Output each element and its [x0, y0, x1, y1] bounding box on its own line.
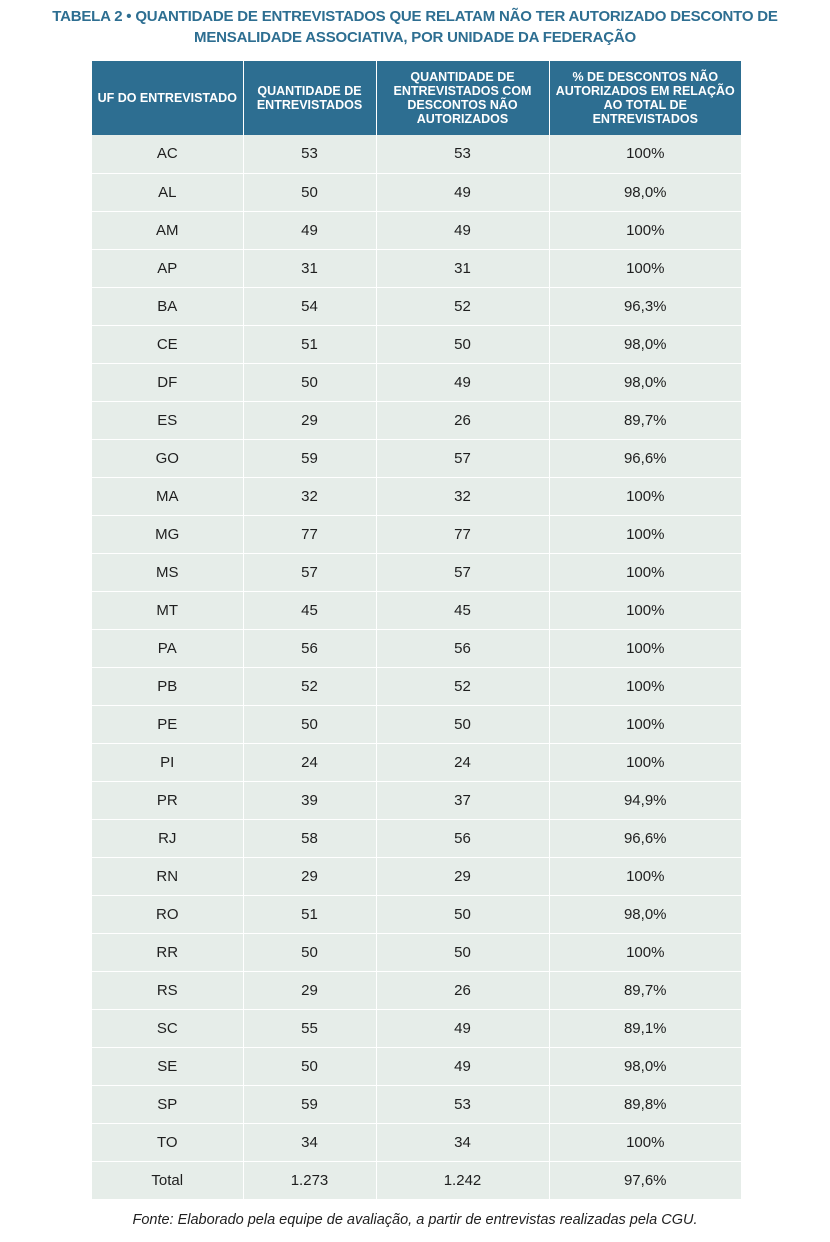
- table-row: [92, 743, 741, 781]
- cell-quantidade: 24: [243, 743, 376, 781]
- cell-percentual: 100%: [549, 705, 741, 743]
- cell-descontos: 50: [376, 933, 549, 971]
- cell-uf: PA: [92, 629, 243, 667]
- cell-quantidade: 29: [243, 401, 376, 439]
- table-row: [92, 401, 741, 439]
- cell-percentual: 100%: [549, 515, 741, 553]
- cell-percentual: 98,0%: [549, 363, 741, 401]
- cell-percentual: 100%: [549, 629, 741, 667]
- table-row-total: [92, 1161, 741, 1199]
- table-row: [92, 705, 741, 743]
- table-row: [92, 439, 741, 477]
- cell-uf: RO: [92, 895, 243, 933]
- column-header-quantidade: QUANTIDADE DE ENTREVISTADOS: [243, 61, 376, 135]
- cell-descontos: 49: [376, 211, 549, 249]
- cell-descontos: 45: [376, 591, 549, 629]
- table-row: [92, 515, 741, 553]
- cell-percentual: 89,7%: [549, 401, 741, 439]
- cell-uf: AP: [92, 249, 243, 287]
- table-title-line-2: MENSALIDADE ASSOCIATIVA, POR UNIDADE DA FEDERAÇÃO: [194, 29, 636, 46]
- cell-uf: AM: [92, 211, 243, 249]
- cell-percentual: 89,7%: [549, 971, 741, 1009]
- cell-percentual: 100%: [549, 553, 741, 591]
- cell-percentual: 100%: [549, 591, 741, 629]
- cell-quantidade: 50: [243, 1047, 376, 1085]
- cell-percentual: 96,6%: [549, 819, 741, 857]
- cell-quantidade: 59: [243, 1085, 376, 1123]
- table-row: [92, 135, 741, 173]
- cell-descontos: 49: [376, 363, 549, 401]
- cell-percentual: 100%: [549, 667, 741, 705]
- cell-uf: PI: [92, 743, 243, 781]
- cell-quantidade: 77: [243, 515, 376, 553]
- cell-quantidade: 55: [243, 1009, 376, 1047]
- table-title-line-1: TABELA 2 • QUANTIDADE DE ENTREVISTADOS QUE RELATAM NÃO TER AUTORIZADO DESCONTO DE: [52, 8, 778, 25]
- cell-uf: SE: [92, 1047, 243, 1085]
- cell-descontos: 49: [376, 1047, 549, 1085]
- cell-descontos: 26: [376, 401, 549, 439]
- cell-uf: MT: [92, 591, 243, 629]
- cell-uf: BA: [92, 287, 243, 325]
- cell-uf: RJ: [92, 819, 243, 857]
- cell-descontos: 1.242: [376, 1161, 549, 1199]
- cell-descontos: 31: [376, 249, 549, 287]
- cell-descontos: 57: [376, 553, 549, 591]
- cell-percentual: 100%: [549, 743, 741, 781]
- cell-percentual: 89,8%: [549, 1085, 741, 1123]
- cell-percentual: 98,0%: [549, 895, 741, 933]
- cell-quantidade: 50: [243, 363, 376, 401]
- cell-quantidade: 50: [243, 173, 376, 211]
- cell-quantidade: 58: [243, 819, 376, 857]
- cell-quantidade: 29: [243, 971, 376, 1009]
- table-row: [92, 1009, 741, 1047]
- table-row: [92, 1047, 741, 1085]
- cell-quantidade: 1.273: [243, 1161, 376, 1199]
- table-row: [92, 629, 741, 667]
- cell-uf: Total: [92, 1161, 243, 1199]
- cell-percentual: 100%: [549, 857, 741, 895]
- cell-uf: SC: [92, 1009, 243, 1047]
- table-row: [92, 249, 741, 287]
- cell-quantidade: 54: [243, 287, 376, 325]
- cell-quantidade: 50: [243, 933, 376, 971]
- cell-uf: SP: [92, 1085, 243, 1123]
- column-header-descontos: QUANTIDADE DE ENTREVISTADOS COM DESCONTOS NÃO AUTORIZADOS: [376, 61, 549, 135]
- cell-percentual: 100%: [549, 933, 741, 971]
- table-row: [92, 591, 741, 629]
- table-body: [92, 135, 741, 1199]
- header-row: [92, 61, 741, 135]
- cell-quantidade: 49: [243, 211, 376, 249]
- cell-percentual: 96,3%: [549, 287, 741, 325]
- table-row: [92, 895, 741, 933]
- cell-descontos: 50: [376, 895, 549, 933]
- table-row: [92, 1085, 741, 1123]
- cell-quantidade: 45: [243, 591, 376, 629]
- cell-descontos: 50: [376, 705, 549, 743]
- cell-quantidade: 50: [243, 705, 376, 743]
- column-header-uf: UF DO ENTREVISTADO: [92, 61, 243, 135]
- cell-uf: TO: [92, 1123, 243, 1161]
- cell-descontos: 50: [376, 325, 549, 363]
- table-row: [92, 553, 741, 591]
- cell-descontos: 53: [376, 135, 549, 173]
- cell-descontos: 57: [376, 439, 549, 477]
- cell-quantidade: 59: [243, 439, 376, 477]
- cell-descontos: 56: [376, 629, 549, 667]
- cell-uf: AC: [92, 135, 243, 173]
- cell-descontos: 56: [376, 819, 549, 857]
- cell-percentual: 98,0%: [549, 325, 741, 363]
- table-row: [92, 287, 741, 325]
- cell-quantidade: 56: [243, 629, 376, 667]
- table-title: [0, 6, 830, 48]
- cell-descontos: 52: [376, 287, 549, 325]
- cell-percentual: 89,1%: [549, 1009, 741, 1047]
- cell-uf: MS: [92, 553, 243, 591]
- cell-descontos: 49: [376, 173, 549, 211]
- table-row: [92, 173, 741, 211]
- cell-uf: MG: [92, 515, 243, 553]
- cell-uf: PR: [92, 781, 243, 819]
- cell-descontos: 34: [376, 1123, 549, 1161]
- table-row: [92, 477, 741, 515]
- cell-uf: PB: [92, 667, 243, 705]
- table-row: [92, 857, 741, 895]
- cell-percentual: 100%: [549, 1123, 741, 1161]
- cell-descontos: 29: [376, 857, 549, 895]
- cell-descontos: 24: [376, 743, 549, 781]
- table-row: [92, 667, 741, 705]
- cell-descontos: 37: [376, 781, 549, 819]
- table-row: [92, 1123, 741, 1161]
- cell-percentual: 97,6%: [549, 1161, 741, 1199]
- cell-quantidade: 29: [243, 857, 376, 895]
- cell-uf: RS: [92, 971, 243, 1009]
- cell-descontos: 32: [376, 477, 549, 515]
- cell-percentual: 94,9%: [549, 781, 741, 819]
- cell-quantidade: 39: [243, 781, 376, 819]
- cell-uf: PE: [92, 705, 243, 743]
- cell-uf: ES: [92, 401, 243, 439]
- cell-uf: DF: [92, 363, 243, 401]
- cell-descontos: 49: [376, 1009, 549, 1047]
- table-row: [92, 363, 741, 401]
- cell-uf: MA: [92, 477, 243, 515]
- cell-descontos: 52: [376, 667, 549, 705]
- cell-quantidade: 32: [243, 477, 376, 515]
- source-note: Fonte: Elaborado pela equipe de avaliação, a partir de entrevistas realizadas pela CGU.: [132, 1212, 698, 1228]
- cell-percentual: 98,0%: [549, 173, 741, 211]
- table-header: [92, 61, 741, 135]
- table-row: [92, 819, 741, 857]
- data-table: [92, 61, 741, 1200]
- cell-percentual: 98,0%: [549, 1047, 741, 1085]
- cell-quantidade: 57: [243, 553, 376, 591]
- cell-descontos: 26: [376, 971, 549, 1009]
- cell-quantidade: 51: [243, 325, 376, 363]
- cell-quantidade: 51: [243, 895, 376, 933]
- table-row: [92, 933, 741, 971]
- cell-quantidade: 53: [243, 135, 376, 173]
- cell-uf: AL: [92, 173, 243, 211]
- table-row: [92, 781, 741, 819]
- cell-quantidade: 52: [243, 667, 376, 705]
- cell-uf: GO: [92, 439, 243, 477]
- cell-descontos: 77: [376, 515, 549, 553]
- cell-percentual: 100%: [549, 211, 741, 249]
- cell-percentual: 96,6%: [549, 439, 741, 477]
- table-row: [92, 971, 741, 1009]
- table-row: [92, 325, 741, 363]
- cell-uf: RR: [92, 933, 243, 971]
- cell-quantidade: 31: [243, 249, 376, 287]
- cell-uf: RN: [92, 857, 243, 895]
- cell-descontos: 53: [376, 1085, 549, 1123]
- cell-percentual: 100%: [549, 135, 741, 173]
- cell-uf: CE: [92, 325, 243, 363]
- column-header-percentual: % DE DESCONTOS NÃO AUTORIZADOS EM RELAÇÃO AO TOTAL DE ENTREVISTADOS: [549, 61, 741, 135]
- table-row: [92, 211, 741, 249]
- cell-percentual: 100%: [549, 249, 741, 287]
- cell-quantidade: 34: [243, 1123, 376, 1161]
- cell-percentual: 100%: [549, 477, 741, 515]
